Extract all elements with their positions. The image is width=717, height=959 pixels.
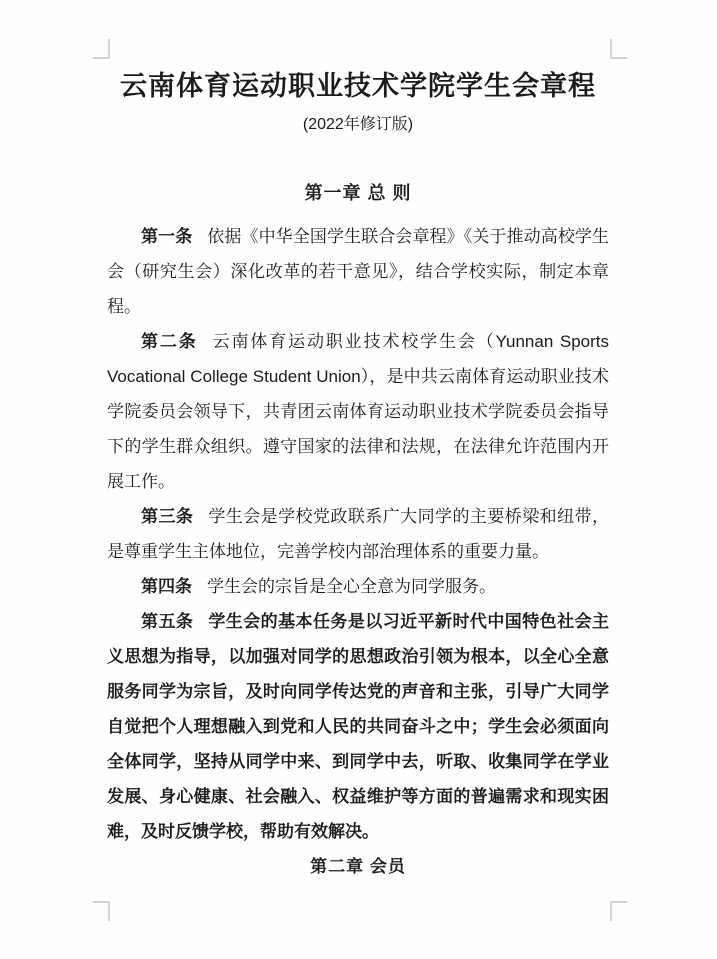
article-paragraph-1 xyxy=(107,219,609,324)
text-boundary-mark-top-right xyxy=(610,39,627,59)
document-content xyxy=(107,58,609,884)
chapter-heading-2: 第二章 会员 xyxy=(310,857,406,876)
text-boundary-mark-bottom-left xyxy=(93,901,110,921)
article-label: 第四条 xyxy=(141,577,192,596)
article-label: 第五条 xyxy=(141,612,194,631)
article-text: 依据《中华全国学生联合会章程》《关于推动高校学生会（研究生会）深化改革的若干意见》，结合学校实际，制定本章程。 xyxy=(107,227,610,316)
text-boundary-mark-top-left xyxy=(93,39,110,59)
chapter-heading-1: 第一章 总 则 xyxy=(304,183,412,203)
page-title: 云南体育运动职业技术学院学生会章程 xyxy=(120,71,596,101)
article-paragraph-5 xyxy=(107,604,609,849)
text-boundary-mark-bottom-right xyxy=(610,901,627,921)
article-text: 学生会的基本任务是以习近平新时代中国特色社会主义思想为指导，以加强对同学的思想政治引领为根本，以全心全意服务同学为宗旨，及时向同学传达党的声音和主张，引导广大同学自觉把个人理想融入到党和人民的共同奋斗之中；学生会必须面向全体同学，坚持从同学中来、到同学中去，听取、收集同学在学业发展、身心健康、社会融入、权益维护等方面的普遍需求和现实困难，及时反馈学校，帮助有效解决。 xyxy=(107,612,610,841)
article-text: 云南体育运动职业技术校学生会（Yunnan Sports Vocational College Student Union），是中共云南体育运动职业技术学院委员会领导下，共青团云南体育运动职业技术学院委员会指导下的学生群众组织。遵守国家的法律和法规，在法律允许范围内开展工作。 xyxy=(107,332,610,491)
document-subtitle: (2022年修订版) xyxy=(302,116,414,133)
article-paragraph-4 xyxy=(107,569,609,604)
article-paragraph-2 xyxy=(107,324,609,499)
article-label: 第三条 xyxy=(141,507,194,526)
article-text: 学生会的宗旨是全心全意为同学服务。 xyxy=(207,577,496,596)
article-label: 第一条 xyxy=(141,227,193,246)
article-label: 第二条 xyxy=(141,332,198,351)
articles-block xyxy=(107,219,609,884)
article-text: 学生会是学校党政联系广大同学的主要桥梁和纽带，是尊重学生主体地位，完善学校内部治理体系的重要力量。 xyxy=(107,507,610,561)
article-paragraph-3 xyxy=(107,499,609,569)
